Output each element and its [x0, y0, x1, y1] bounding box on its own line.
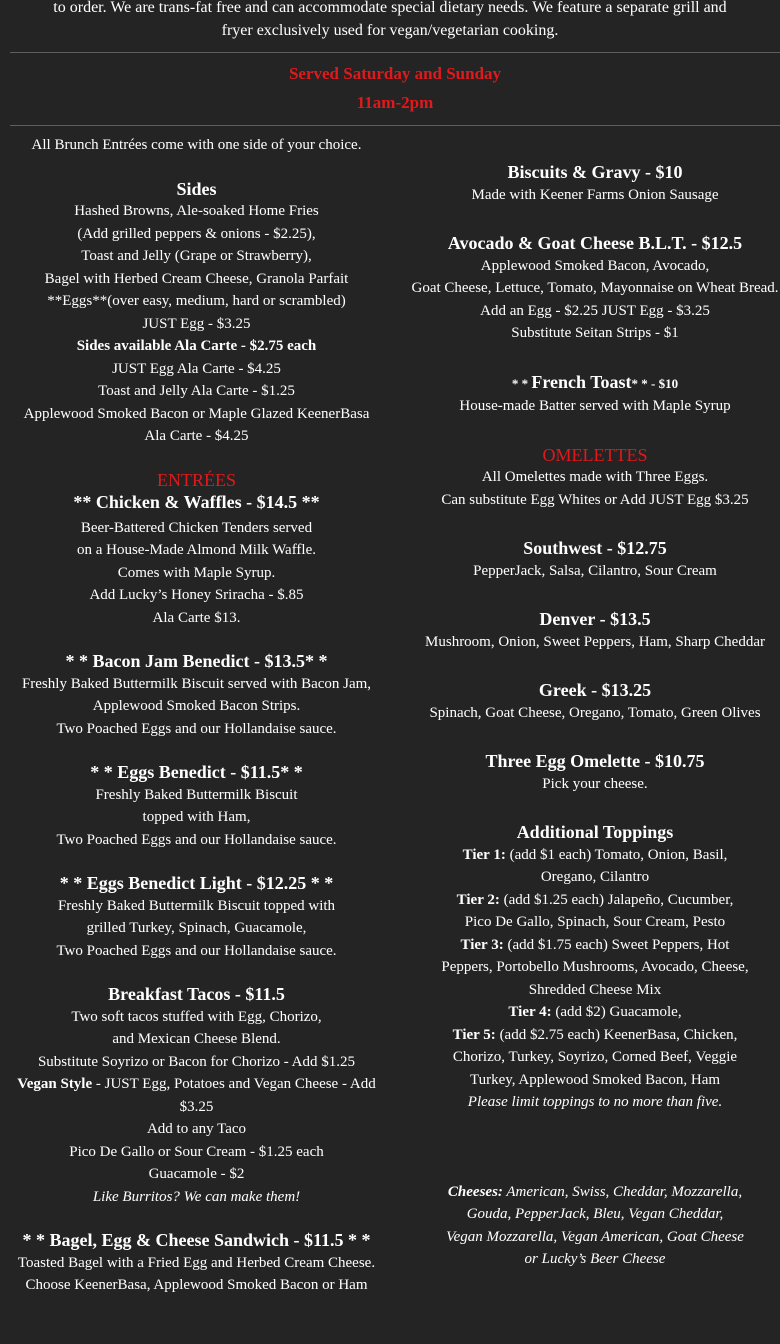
menu-line: Substitute Soyrizo or Bacon for Chorizo - Add $1.25: [37, 1053, 356, 1070]
menu-line: Guacamole - $2: [148, 1166, 245, 1182]
menu-line: Spinach, Goat Cheese, Oregano, Tomato, Green Olives: [429, 704, 761, 721]
menu-line: Beer-Battered Chicken Tenders served: [80, 519, 313, 536]
tier-line: Chorizo, Turkey, Soyrizo, Corned Beef, Veggie: [452, 1049, 738, 1065]
menu-line: $3.25: [179, 1098, 214, 1115]
menu-line: Mushroom, Onion, Sweet Peppers, Ham, Sharp Cheddar: [425, 633, 765, 650]
tier-text: (add $2.75 each) KeenerBasa, Chicken,: [495, 1026, 738, 1043]
chicken-waffles-title: ** Chicken & Waffles - $14.5 **: [73, 492, 320, 512]
omelettes-heading: OMELETTES: [542, 444, 648, 465]
menu-line: All Omelettes made with Three Eggs.: [481, 469, 709, 485]
menu-line: Toast and Jelly Ala Carte - $1.25: [98, 383, 295, 399]
menu-line: Two Poached Eggs and our Hollandaise sauce.: [56, 831, 337, 848]
cheeses-text: American, Swiss, Cheddar, Mozzarella,: [502, 1183, 743, 1200]
intro-line: fryer exclusively used for vegan/vegetarian cooking.: [221, 21, 559, 39]
menu-line: and Mexican Cheese Blend.: [112, 1031, 281, 1047]
menu-line: Two soft tacos stuffed with Egg, Chorizo,: [71, 1008, 322, 1025]
tier-text: (add $1.75 each) Sweet Peppers, Hot: [503, 936, 730, 953]
menu-line: Toast and Jelly (Grape or Strawberry),: [81, 248, 312, 264]
menu-line: **Eggs**(over easy, medium, hard or scrambled): [47, 293, 346, 309]
tier-label: Tier 3:: [460, 936, 504, 953]
menu-line: Substitute Seitan Strips - $1: [511, 325, 679, 341]
intro-text: [0, 0, 780, 42]
tier-line: Oregano, Cilantro: [540, 869, 650, 885]
menu-line: Choose KeenerBasa, Applewood Smoked Bacon or Ham: [25, 1277, 368, 1293]
french-toast-title: [410, 371, 780, 396]
menu-line: PepperJack, Salsa, Cilantro, Sour Cream: [473, 562, 717, 579]
vegan-style-line: [6, 1073, 387, 1096]
menu-line: Bagel with Herbed Cream Cheese, Granola Parfait: [44, 270, 349, 287]
tier-line: [410, 1001, 780, 1024]
menu-line: Freshly Baked Buttermilk Biscuit served with Bacon Jam,: [21, 675, 372, 692]
cheeses-line: Gouda, PepperJack, Bleu, Vegan Cheddar,: [466, 1206, 724, 1222]
biscuits-gravy-title: Biscuits & Gravy - $10: [507, 162, 683, 182]
menu-line: Hashed Browns, Ale-soaked Home Fries: [74, 203, 319, 219]
tier-label: Tier 1:: [462, 846, 506, 863]
tier-line: Turkey, Applewood Smoked Bacon, Ham: [469, 1071, 721, 1088]
tier-line: Peppers, Portobello Mushrooms, Avocado, Cheese,: [441, 959, 749, 975]
greek-title: Greek - $13.25: [538, 680, 652, 700]
served-hours: 11am-2pm: [356, 93, 434, 112]
menu-line: Add Lucky’s Honey Sriracha - $.85: [89, 587, 304, 603]
french-toast-name: French Toast: [531, 371, 632, 392]
denver-title: Denver - $13.5: [539, 609, 651, 629]
tier-line: [410, 1024, 780, 1047]
burritos-note: Like Burritos? We can make them!: [92, 1188, 301, 1205]
tier-line: [410, 889, 780, 912]
menu-line: JUST Egg Ala Carte - $4.25: [112, 360, 281, 377]
cheeses-label: Cheeses:: [447, 1183, 503, 1200]
cheeses-line: [410, 1181, 780, 1204]
tier-text: (add $2) Guacamole,: [551, 1004, 682, 1020]
eggs-benedict-light-title: * * Eggs Benedict Light - $12.25 * *: [59, 873, 334, 893]
divider: [10, 52, 780, 53]
menu-line: Freshly Baked Buttermilk Biscuit: [95, 786, 298, 803]
ala-carte-heading: Sides available Ala Carte - $2.75 each: [76, 338, 317, 354]
menu-line: Can substitute Egg Whites or Add JUST Egg $3.25: [441, 491, 749, 508]
tier-text: (add $1 each) Tomato, Onion, Basil,: [505, 846, 728, 863]
tier-label: Tier 4:: [508, 1004, 552, 1020]
right-column: [410, 161, 780, 1271]
menu-line: (Add grilled peppers & onions - $2.25),: [77, 225, 316, 242]
tier-text: (add $1.25 each) Jalapeño, Cucumber,: [499, 891, 734, 908]
blt-title: Avocado & Goat Cheese B.L.T. - $12.5: [447, 233, 743, 253]
menu-line: Goat Cheese, Lettuce, Tomato, Mayonnaise on Wheat Bread.: [411, 280, 779, 296]
menu-line: Ala Carte $13.: [152, 609, 241, 626]
menu-line: Applewood Smoked Bacon, Avocado,: [480, 257, 710, 274]
menu-line: Comes with Maple Syrup.: [117, 564, 276, 581]
menu-line: Pick your cheese.: [542, 775, 648, 792]
tier-line: [410, 844, 780, 867]
eggs-benedict-title: * * Eggs Benedict - $11.5* *: [90, 762, 303, 782]
menu-line: on a House-Made Almond Milk Waffle.: [76, 542, 317, 558]
brunch-note: All Brunch Entrées come with one side of your choice.: [31, 137, 362, 153]
breakfast-tacos-title: Breakfast Tacos - $11.5: [108, 984, 285, 1004]
vegan-style-label: Vegan Style: [17, 1076, 93, 1092]
bagel-sandwich-title: * * Bagel, Egg & Cheese Sandwich - $11.5 * *: [22, 1230, 371, 1250]
tier-line: Pico De Gallo, Spinach, Sour Cream, Pesto: [464, 914, 726, 930]
toppings-heading: Additional Toppings: [516, 822, 674, 842]
toppings-limit-note: Please limit toppings to no more than five.: [467, 1094, 723, 1110]
tier-label: Tier 2:: [456, 891, 500, 908]
menu-line: Add to any Taco: [146, 1121, 247, 1137]
menu-line: Applewood Smoked Bacon or Maple Glazed KeenerBasa: [23, 405, 370, 422]
cheeses-line: Vegan Mozzarella, Vegan American, Goat Cheese: [446, 1228, 744, 1245]
intro-line: to order. We are trans-fat free and can accommodate special dietary needs. We feature a separate grill and: [53, 0, 727, 16]
vegan-style-text: - JUST Egg, Potatoes and Vegan Cheese - Add: [92, 1076, 376, 1092]
menu-line: grilled Turkey, Spinach, Guacamole,: [86, 920, 307, 936]
menu-line: Two Poached Eggs and our Hollandaise sauce.: [56, 720, 337, 737]
menu-line: Applewood Smoked Bacon Strips.: [92, 698, 301, 714]
french-toast-suffix: * * - $10: [631, 375, 679, 391]
bacon-jam-title: * * Bacon Jam Benedict - $13.5* *: [65, 651, 328, 671]
menu-line: Two Poached Eggs and our Hollandaise sauce.: [56, 942, 337, 959]
menu-line: House-made Batter served with Maple Syrup: [459, 398, 731, 414]
menu-line: Toasted Bagel with a Fried Egg and Herbed Cream Cheese.: [17, 1254, 376, 1271]
tier-line: [410, 934, 780, 957]
menu-line: Pico De Gallo or Sour Cream - $1.25 each: [69, 1143, 324, 1160]
left-column: [6, 134, 387, 1297]
sides-heading: Sides: [176, 178, 217, 199]
menu-line: Ala Carte - $4.25: [144, 428, 249, 444]
menu-line: Add an Egg - $2.25 JUST Egg - $3.25: [480, 302, 710, 319]
served-days: Served Saturday and Sunday: [288, 64, 502, 83]
tier-label: Tier 5:: [452, 1026, 496, 1043]
three-egg-omelette-title: Three Egg Omelette - $10.75: [485, 751, 705, 771]
southwest-title: Southwest - $12.75: [523, 538, 667, 558]
menu-line: JUST Egg - $3.25: [142, 315, 251, 332]
french-toast-prefix: * *: [511, 375, 532, 391]
menu-line: Made with Keener Farms Onion Sausage: [471, 186, 719, 203]
entrees-heading: ENTRÉES: [157, 469, 236, 490]
menu-line: Freshly Baked Buttermilk Biscuit topped with: [57, 897, 336, 914]
divider: [10, 125, 780, 126]
tier-line: Shredded Cheese Mix: [528, 981, 662, 998]
cheeses-line: or Lucky’s Beer Cheese: [524, 1251, 666, 1267]
menu-line: topped with Ham,: [142, 809, 251, 825]
